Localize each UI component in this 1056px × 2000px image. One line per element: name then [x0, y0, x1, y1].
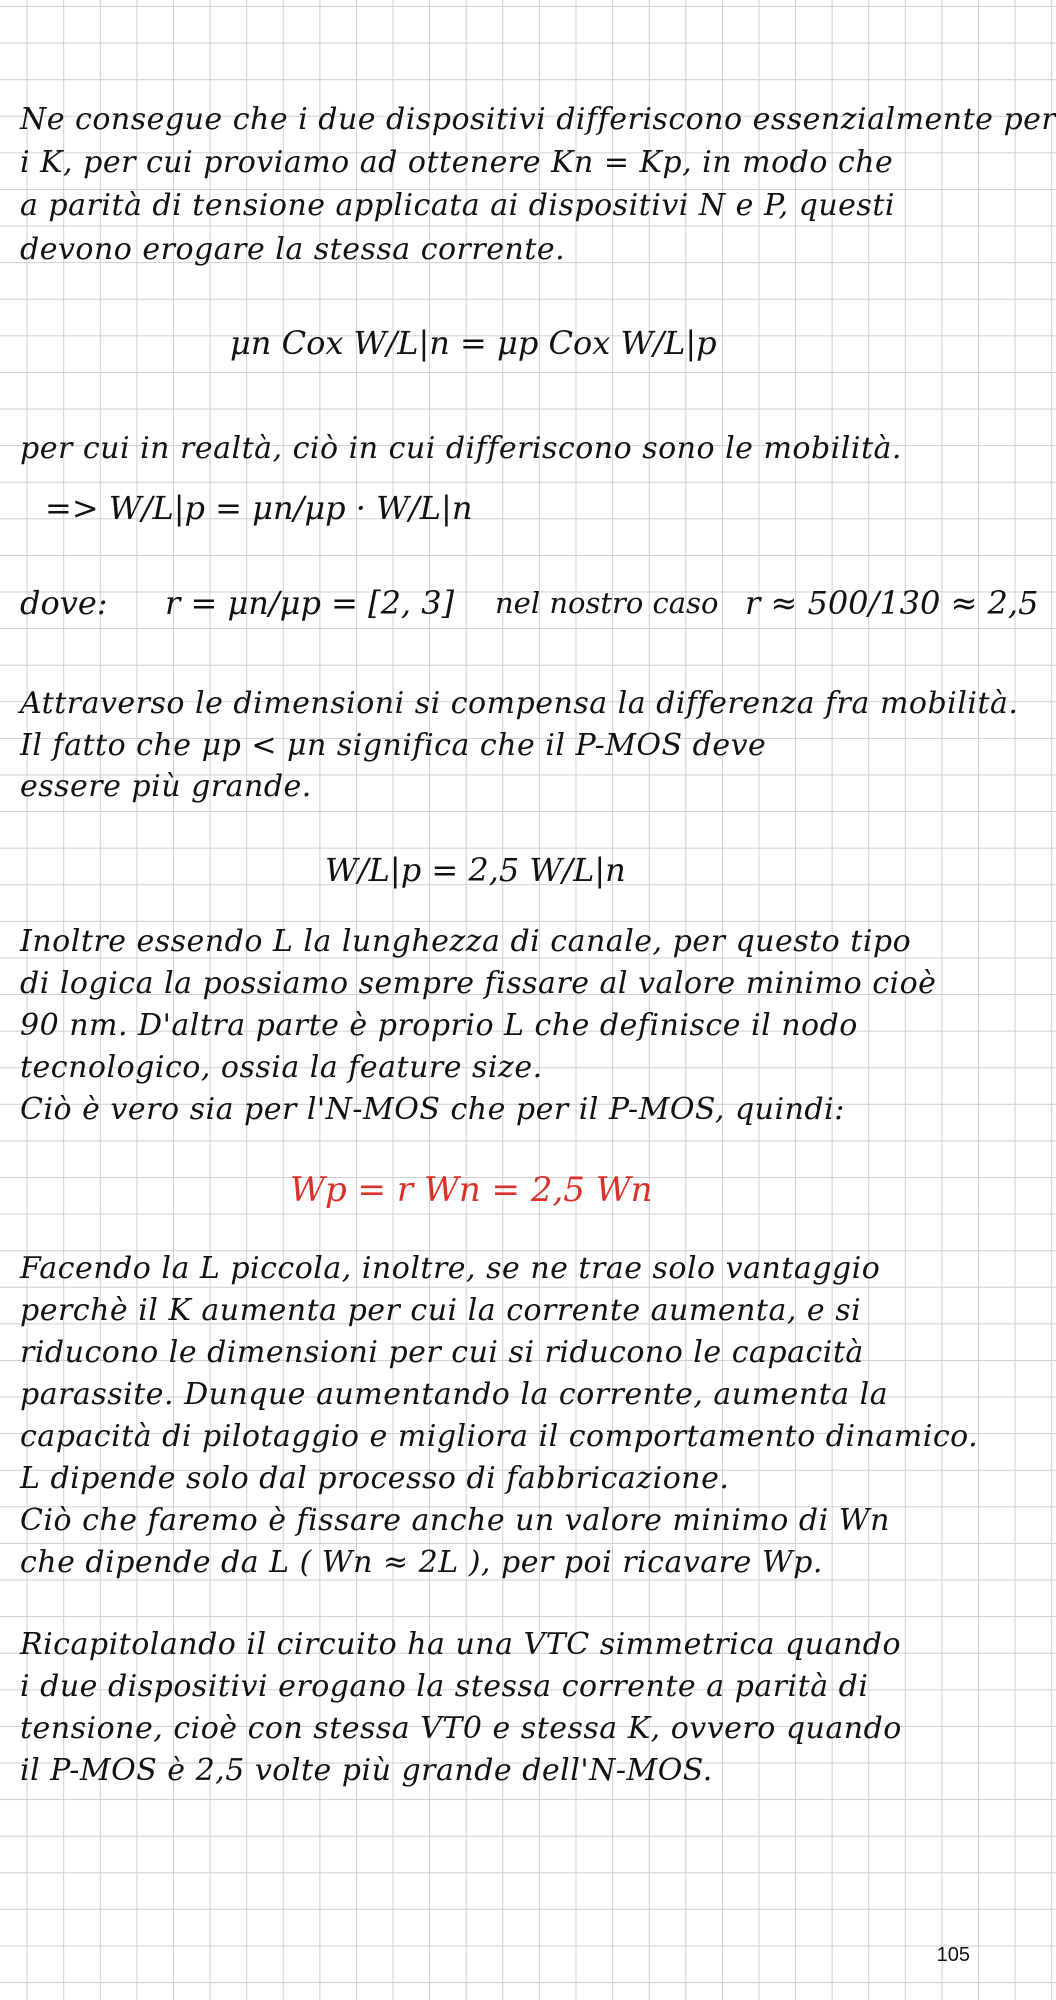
- text-line: a parità di tensione applicata ai dispositivi N e P, questi: [20, 188, 895, 223]
- text-line: di logica la possiamo sempre fissare al valore minimo cioè: [20, 966, 937, 1001]
- text-line: Il fatto che μp < μn significa che il P-MOS deve: [20, 728, 767, 763]
- text-line: capacità di pilotaggio e migliora il comportamento dinamico.: [20, 1419, 979, 1454]
- text-line: per cui in realtà, ciò in cui differiscono sono le mobilità.: [20, 431, 902, 466]
- equation-aspect-ratio: => W/L|p = μn/μp · W/L|n: [45, 489, 473, 527]
- text-line: Ricapitolando il circuito ha una VTC simmetrica quando: [20, 1627, 902, 1662]
- text-line: tecnologico, ossia la feature size.: [20, 1050, 543, 1085]
- text-line: essere più grande.: [20, 769, 312, 804]
- text-line: i K, per cui proviamo ad ottenere Kn = Kp, in modo che: [20, 145, 894, 180]
- text-line: devono erogare la stessa corrente.: [20, 232, 566, 267]
- text-line: tensione, cioè con stessa VT0 e stessa K, ovvero quando: [20, 1711, 902, 1746]
- text-line: riducono le dimensioni per cui si riducono le capacità: [20, 1335, 864, 1370]
- equation-label-dove: dove:: [20, 584, 108, 622]
- text-line: L dipende solo dal processo di fabbricazione.: [20, 1461, 730, 1496]
- text-line: Ne consegue che i due dispositivi differiscono essenzialmente per: [20, 102, 1056, 137]
- text-line: il P-MOS è 2,5 volte più grande dell'N-MOS.: [20, 1753, 713, 1788]
- text-line: che dipende da L ( Wn ≈ 2L ), per poi ricavare Wp.: [20, 1545, 823, 1580]
- text-line: 90 nm. D'altra parte è proprio L che definisce il nodo: [20, 1008, 858, 1043]
- text-line: Ciò che faremo è fissare anche un valore minimo di Wn: [20, 1503, 890, 1538]
- text-line: Attraverso le dimensioni si compensa la differenza fra mobilità.: [20, 686, 1019, 721]
- equation-pmos-sizing: W/L|p = 2,5 W/L|n: [325, 851, 626, 889]
- equation-note: nel nostro caso: [495, 586, 719, 620]
- equation-ratio-value: r ≈ 500/130 ≈ 2,5: [745, 584, 1039, 622]
- text-line: i due dispositivi erogano la stessa corrente a parità di: [20, 1669, 869, 1704]
- equation-ratio-range: r = μn/μp = [2, 3]: [165, 584, 455, 622]
- page-number: 105: [936, 1944, 970, 1966]
- text-line: Ciò è vero sia per l'N-MOS che per il P-MOS, quindi:: [20, 1092, 845, 1127]
- equation-width-relation: Wp = r Wn = 2,5 Wn: [290, 1170, 653, 1210]
- text-line: Inoltre essendo L la lunghezza di canale, per questo tipo: [20, 924, 912, 959]
- text-line: parassite. Dunque aumentando la corrente, aumenta la: [20, 1377, 889, 1412]
- equation-mobility-balance: μn Cox W/L|n = μp Cox W/L|p: [230, 324, 717, 362]
- text-line: perchè il K aumenta per cui la corrente aumenta, e si: [20, 1293, 862, 1328]
- text-line: Facendo la L piccola, inoltre, se ne trae solo vantaggio: [20, 1251, 881, 1286]
